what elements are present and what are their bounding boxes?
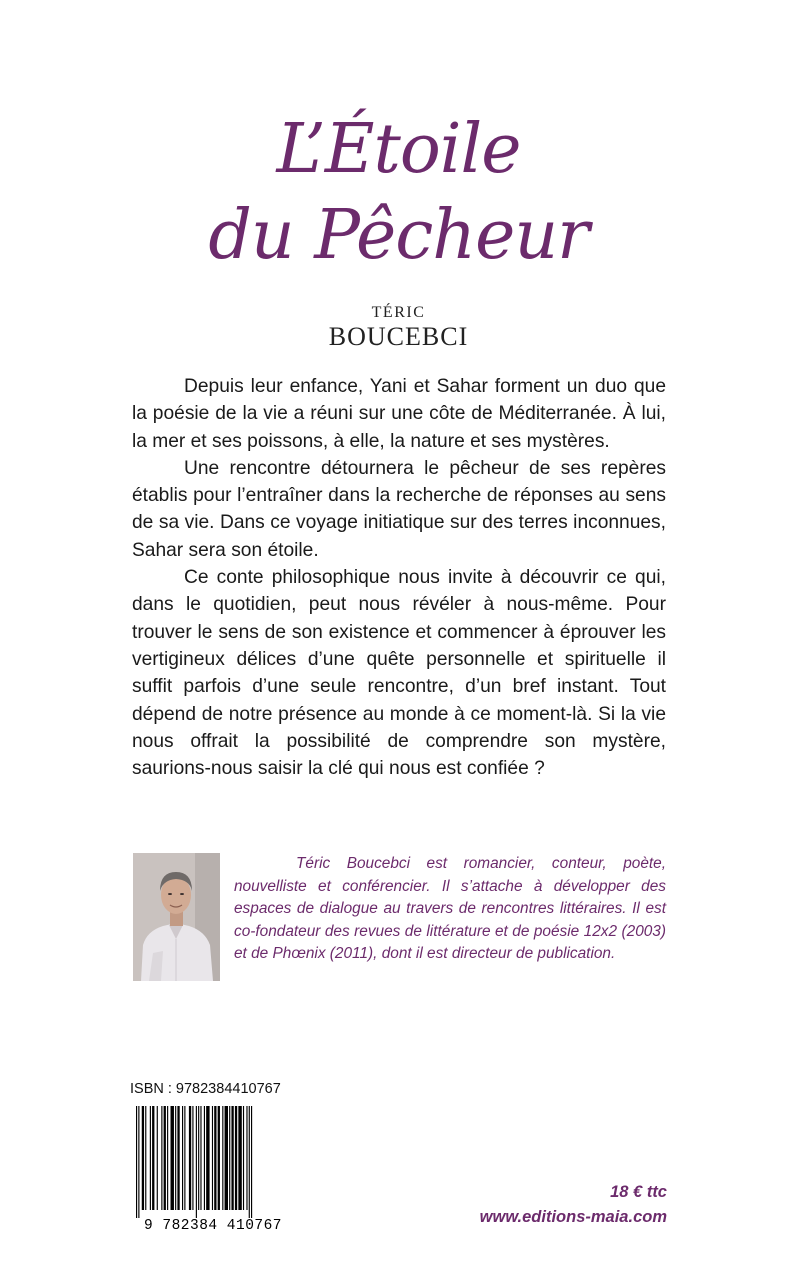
- isbn-label: ISBN : 9782384410767: [130, 1081, 281, 1097]
- barcode-bar: [175, 1106, 176, 1210]
- barcode-bar: [249, 1106, 250, 1218]
- barcode-bar: [212, 1106, 213, 1210]
- barcode-bar: [171, 1106, 174, 1210]
- blurb: [132, 373, 666, 782]
- barcode-bar: [182, 1106, 183, 1210]
- blurb-paragraph: Depuis leur enfance, Yani et Sahar forment un duo que la poésie de la vie a réuni sur une côte de Méditerranée. À lui, la mer et ses poissons, à elle, la nature et ses mystères.: [132, 376, 666, 452]
- barcode-bar: [238, 1106, 241, 1210]
- barcode-bar: [196, 1106, 197, 1218]
- barcode-bar: [136, 1106, 137, 1218]
- blurb-paragraph: Une rencontre détournera le pêcheur de ses repères établis pour l’entraîner dans la recherche de réponses au sens de sa vie. Dans ce voyage initiatique sur des terres inconnues, Sahar sera son étoile.: [132, 457, 666, 561]
- barcode-bar: [200, 1106, 201, 1210]
- book-title-line-2: du Pêcheur: [208, 196, 589, 275]
- barcode-bar: [243, 1106, 244, 1210]
- barcode-bar: [164, 1106, 166, 1210]
- barcode-bar: [152, 1106, 154, 1210]
- barcode-bar: [184, 1106, 185, 1210]
- barcode-bar: [235, 1106, 237, 1210]
- barcode-bar: [229, 1106, 230, 1210]
- author-bio-text: Téric Boucebci est romancier, conteur, poète, nouvelliste et conférencier. Il s’attache à développer des espaces de dialogue au travers de rencontres littéraires. Il est co-fondateur des revues de littérature et de poésie 12x2 (2003) et de Phœnix (2011), dont il est directeur de publication.: [234, 855, 666, 962]
- barcode-bar: [145, 1106, 146, 1210]
- barcode-bar: [138, 1106, 139, 1218]
- blurb-paragraph: Ce conte philosophique nous invite à découvrir ce qui, dans le quotidien, peut nous révéler à nous-même. Pour trouver le sens de son existence et commencer à éprouver les vertigineux délices d’une quête personnelle et spirituelle il suffit parfois d’une seule rencontre, d’un bref instant. Tout dépend de notre présence au monde à ce moment-là. Si la vie nous offrait la possibilité de comprendre son mystère, saurions-nous saisir la clé qui nous est confiée ?: [132, 567, 666, 780]
- book-title-line-1: L’Étoile: [276, 110, 521, 189]
- barcode-bar: [231, 1106, 233, 1210]
- barcode-bar: [192, 1106, 193, 1210]
- barcode-bar: [225, 1106, 228, 1210]
- barcode-digits: 9 782384 410767: [143, 1218, 283, 1232]
- barcode-bar: [142, 1106, 144, 1210]
- barcode-bar: [214, 1106, 216, 1210]
- barcode-bar: [167, 1106, 168, 1210]
- website-link[interactable]: www.editions-maia.com: [479, 1208, 667, 1226]
- author-photo: [133, 853, 220, 981]
- isbn-barcode: [134, 1106, 292, 1232]
- author-first-name: TÉRIC: [371, 304, 426, 321]
- barcode-bar: [157, 1106, 158, 1210]
- barcode-bar: [218, 1106, 220, 1210]
- barcode-bar: [204, 1106, 205, 1210]
- barcode-bar: [161, 1106, 162, 1210]
- barcode-bar: [246, 1106, 247, 1210]
- barcode-bar: [222, 1106, 223, 1210]
- barcode-bar: [251, 1106, 252, 1218]
- barcode-bar: [206, 1106, 209, 1210]
- barcode-bar: [189, 1106, 191, 1210]
- barcode-bar: [150, 1106, 151, 1210]
- price: 18 € ttc: [610, 1183, 667, 1201]
- author-bio: [234, 853, 666, 966]
- author-last-name: BOUCEBCI: [328, 322, 469, 351]
- barcode-bar: [177, 1106, 179, 1210]
- barcode-bar: [198, 1106, 199, 1210]
